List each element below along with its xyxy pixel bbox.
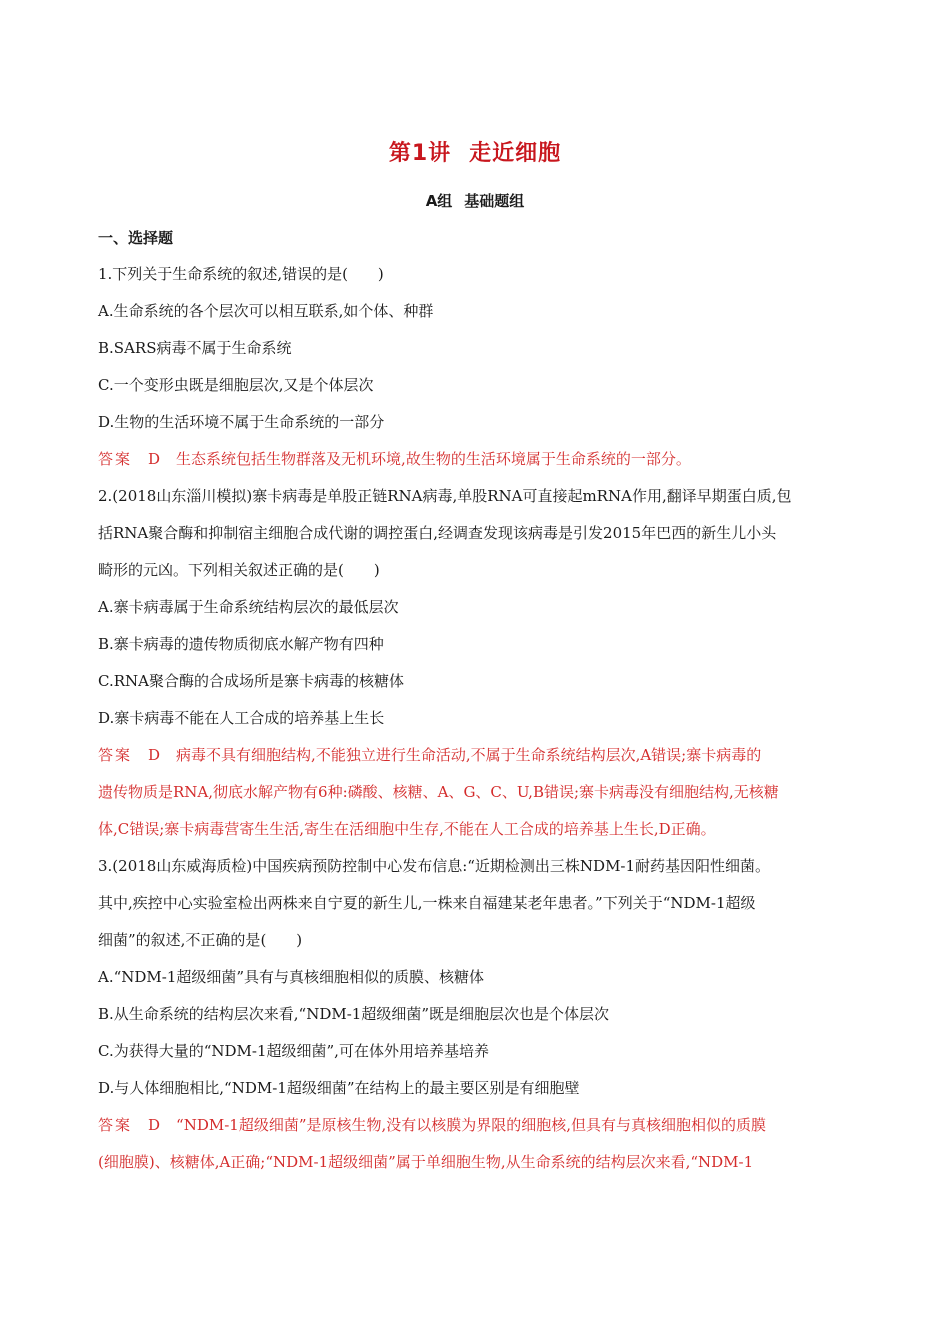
question-1-answer <box>98 449 858 470</box>
question-2 <box>98 486 858 840</box>
answer-explanation: 生态系统包括生物群落及无机环境,故生物的生活环境属于生命系统的一部分。 <box>176 450 691 468</box>
question-3-option-b: B.从生命系统的结构层次来看,“NDM-1超级细菌”既是细胞层次也是个体层次 <box>98 1005 610 1023</box>
answer-explanation: 病毒不具有细胞结构,不能独立进行生命活动,不属于生命系统结构层次,A错误;寨卡病毒的 <box>176 746 762 764</box>
answer-choice: D <box>148 1116 161 1134</box>
answer-choice: D <box>148 746 161 764</box>
question-2-option-d: D.寨卡病毒不能在人工合成的培养基上生长 <box>98 709 385 727</box>
answer-label: 答案 <box>98 450 133 468</box>
question-2-option-b: B.寨卡病毒的遗传物质彻底水解产物有四种 <box>98 635 384 653</box>
questions-content <box>98 228 858 1189</box>
stem-line: 3.(2018山东威海质检)中国疾病预防控制中心发布信息:“近期检测出三株NDM-1耐药基因阳性细菌。 <box>98 857 771 875</box>
answer-label: 答案 <box>98 746 133 764</box>
question-3-option-c: C.为获得大量的“NDM-1超级细菌”,可在体外用培养基培养 <box>98 1042 489 1060</box>
question-1-option-d: D.生物的生活环境不属于生命系统的一部分 <box>98 413 385 431</box>
question-1-option-a: A.生命系统的各个层次可以相互联系,如个体、种群 <box>98 302 434 320</box>
answer-line: 遗传物质是RNA,彻底水解产物有6种:磷酸、核糖、A、G、C、U,B错误;寨卡病毒没有细胞结构,无核糖 <box>98 783 779 801</box>
question-1-option-c: C.一个变形虫既是细胞层次,又是个体层次 <box>98 376 374 394</box>
question-3 <box>98 856 858 1173</box>
lesson-number: 第1讲 <box>388 141 452 166</box>
answer-line: (细胞膜)、核糖体,A正确;“NDM-1超级细菌”属于单细胞生物,从生命系统的结构层次来看,“NDM-1 <box>98 1153 754 1171</box>
section-heading: 一、选择题 <box>98 229 174 247</box>
answer-label: 答案 <box>98 1116 133 1134</box>
question-2-option-a: A.寨卡病毒属于生命系统结构层次的最低层次 <box>98 598 399 616</box>
question-3-option-a: A.“NDM-1超级细菌”具有与真核细胞相似的质膜、核糖体 <box>98 968 485 986</box>
question-3-answer <box>98 1115 858 1173</box>
answer-line <box>98 1115 858 1136</box>
page-title <box>0 136 950 167</box>
group-subtitle <box>0 190 950 211</box>
group-label: A组 <box>425 192 453 210</box>
question-1 <box>98 264 858 470</box>
question-2-option-c: C.RNA聚合酶的合成场所是寨卡病毒的核糖体 <box>98 672 404 690</box>
question-2-stem <box>98 486 858 581</box>
group-name: 基础题组 <box>464 192 525 210</box>
stem-line: 括RNA聚合酶和抑制宿主细胞合成代谢的调控蛋白,经调查发现该病毒是引发2015年巴西的新生儿小头 <box>98 524 777 542</box>
question-1-option-b: B.SARS病毒不属于生命系统 <box>98 339 292 357</box>
stem-line: 细菌”的叙述,不正确的是( ) <box>98 931 303 949</box>
answer-line <box>98 745 858 766</box>
stem-line: 其中,疾控中心实验室检出两株来自宁夏的新生儿,一株来自福建某老年患者。”下列关于“NDM-1超级 <box>98 894 756 912</box>
answer-explanation: “NDM-1超级细菌”是原核生物,没有以核膜为界限的细胞核,但具有与真核细胞相似的质膜 <box>176 1116 767 1134</box>
question-3-option-d: D.与人体细胞相比,“NDM-1超级细菌”在结构上的最主要区别是有细胞壁 <box>98 1079 580 1097</box>
question-3-stem <box>98 856 858 951</box>
lesson-name: 走近细胞 <box>469 141 562 166</box>
answer-choice: D <box>148 450 161 468</box>
answer-line: 体,C错误;寨卡病毒营寄生生活,寄生在活细胞中生存,不能在人工合成的培养基上生长,D正确。 <box>98 820 716 838</box>
stem-line: 畸形的元凶。下列相关叙述正确的是( ) <box>98 561 380 579</box>
question-1-stem: 1.下列关于生命系统的叙述,错误的是( ) <box>98 265 384 283</box>
stem-line: 2.(2018山东淄川模拟)寨卡病毒是单股正链RNA病毒,单股RNA可直接起mRNA作用,翻译早期蛋白质,包 <box>98 487 792 505</box>
question-2-answer <box>98 745 858 840</box>
